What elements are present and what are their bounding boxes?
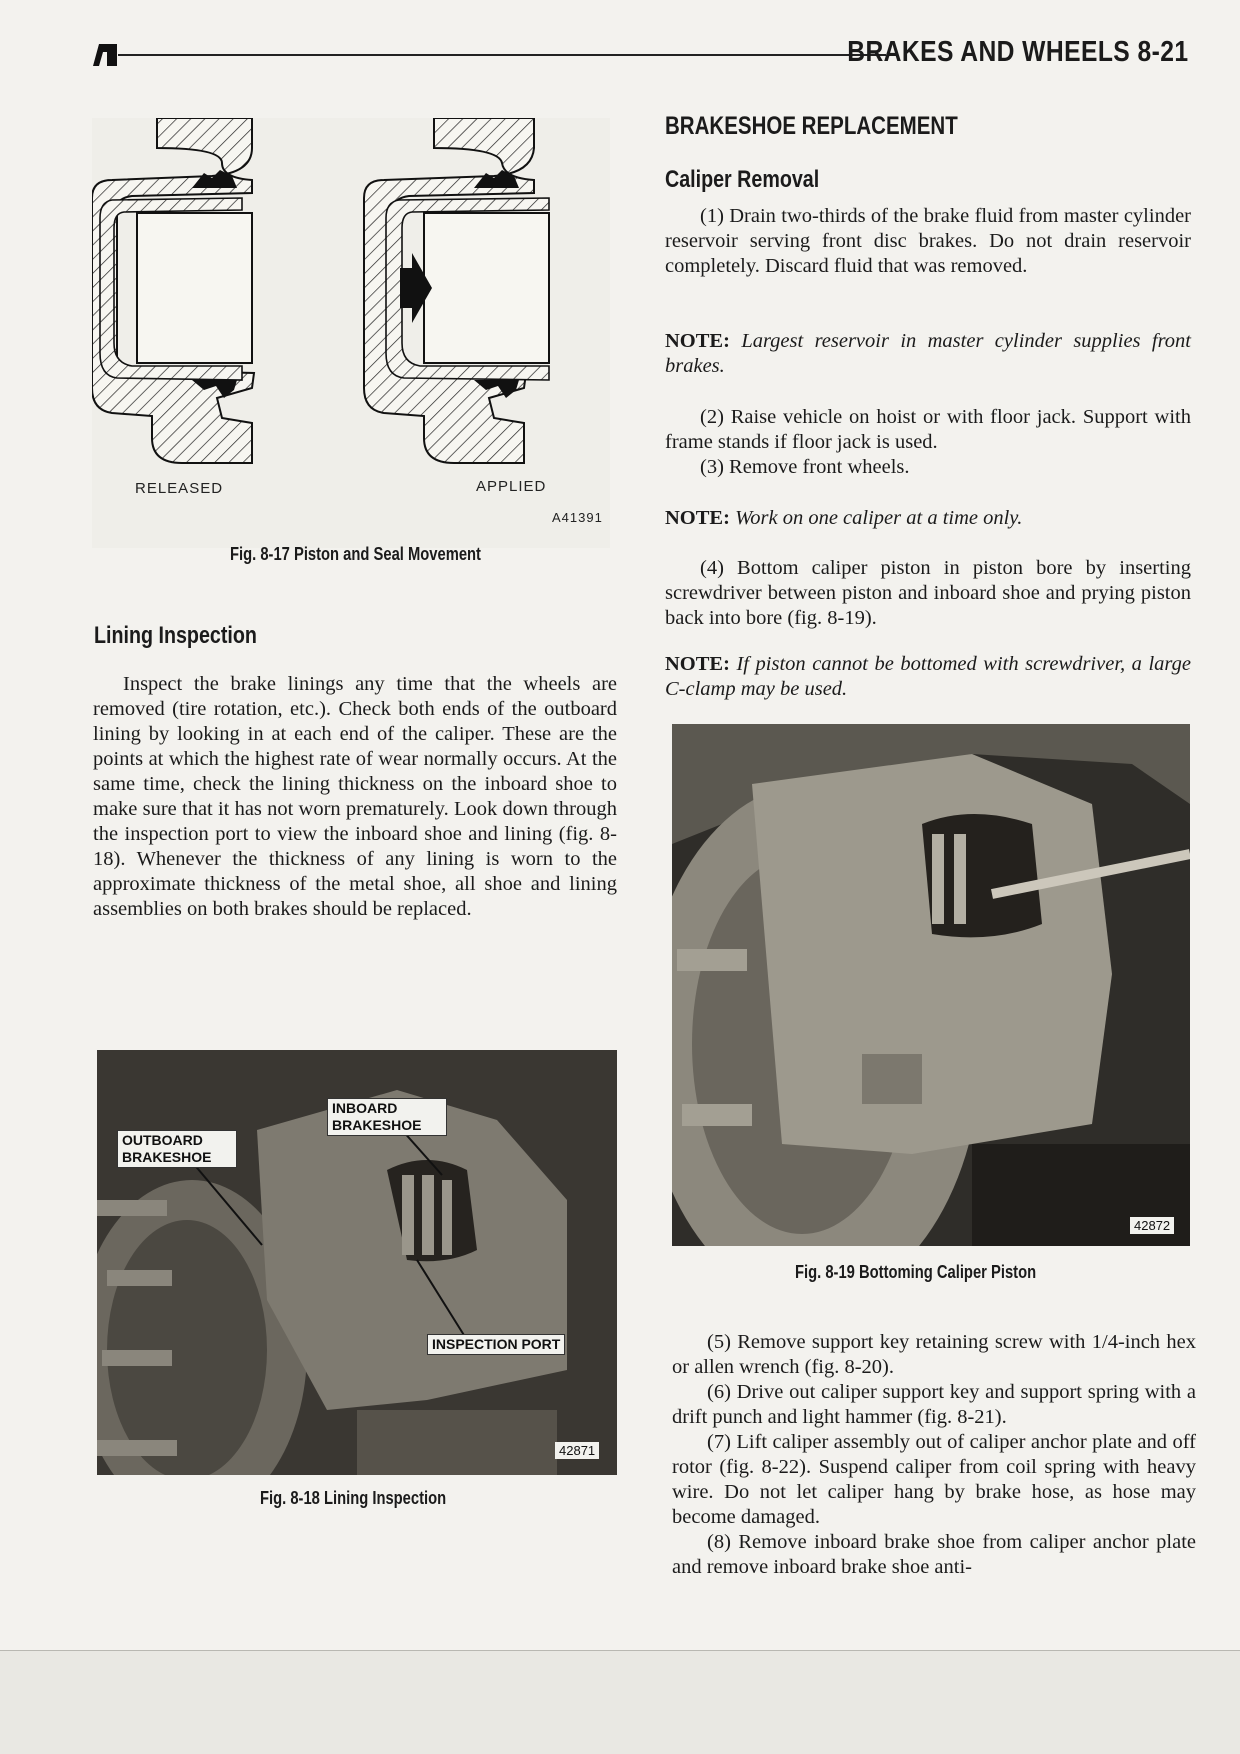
photo-code: 42871 (555, 1442, 599, 1459)
header-rule (118, 54, 886, 56)
lining-inspection-heading: Lining Inspection (94, 622, 257, 649)
fig-8-18-caption: Fig. 8-18 Lining Inspection (260, 1488, 447, 1508)
photo-code: 42872 (1130, 1217, 1174, 1234)
applied-diagram (364, 118, 549, 463)
step-1: (1) Drain two-thirds of the brake fluid from master cylinder reservoir serving front disc brakes. Do not drain reservoir completely. Discard fluid that was removed. (665, 205, 1191, 277)
scan-margin (0, 1650, 1240, 1754)
section-mark-icon (93, 44, 117, 66)
step-6: (6) Drive out caliper support key and support spring with a drift punch and light hammer (fig. 8-21). (672, 1381, 1196, 1428)
step-2: (2) Raise vehicle on hoist or with floor jack. Support with frame stands if floor jack is used. (665, 406, 1191, 453)
note-label: NOTE: (665, 330, 730, 352)
step-8: (8) Remove inboard brake shoe from caliper anchor plate and remove inboard brake shoe anti- (672, 1531, 1196, 1578)
fig-8-18-photo (97, 1050, 617, 1475)
note-text: Largest reservoir in master cylinder supplies front brakes. (665, 330, 1191, 377)
page-header-title: BRAKES AND WHEELS 8-21 (846, 36, 1188, 68)
note-text: If piston cannot be bottomed with screwdriver, a large C-clamp may be used. (665, 653, 1191, 700)
brakeshoe-replacement-heading: BRAKESHOE REPLACEMENT (665, 112, 958, 140)
piston-seal-diagram (92, 118, 610, 518)
note-3 (665, 652, 1191, 702)
released-diagram (92, 118, 254, 463)
step-7: (7) Lift caliper assembly out of caliper anchor plate and off rotor (fig. 8-22). Suspend caliper from coil spring with heavy wire. Do not let caliper hang by brake hose, as hose may become damaged. (672, 1431, 1196, 1528)
note-2 (665, 506, 1191, 531)
step-3: (3) Remove front wheels. (700, 456, 910, 478)
caliper-piston-photo-illustration (672, 724, 1190, 1246)
note-1 (665, 329, 1191, 379)
tag-inboard-brakeshoe: INBOARD BRAKESHOE (327, 1098, 447, 1136)
note-label: NOTE: (665, 507, 730, 529)
note-label: NOTE: (665, 653, 730, 675)
step-5: (5) Remove support key retaining screw with 1/4-inch hex or allen wrench (fig. 8-20). (672, 1331, 1196, 1378)
tag-outboard-brakeshoe: OUTBOARD BRAKESHOE (117, 1130, 237, 1168)
figure-code: A41391 (552, 510, 603, 525)
fig-8-17-caption: Fig. 8-17 Piston and Seal Movement (230, 544, 481, 564)
note-text: Work on one caliper at a time only. (735, 507, 1023, 529)
label-released: RELEASED (135, 480, 224, 497)
label-applied: APPLIED (476, 478, 547, 495)
step-4: (4) Bottom caliper piston in piston bore by inserting screwdriver between piston and inboard shoe and prying piston back into bore (fig. 8-19). (665, 557, 1191, 629)
fig-8-19-photo (672, 724, 1190, 1246)
lining-inspection-paragraph: Inspect the brake linings any time that the wheels are removed (tire rotation, etc.). Check both ends of the outboard lining by looking in at each end of the caliper. These are the points at which the highest rate of wear normally occurs. At the same time, check the lining thickness on the inboard shoe to make sure that it has not worn prematurely. Look down through the inspection port to view the inboard shoe and lining (fig. 8-18). Whenever the thickness of any lining is worn to the approximate thickness of the metal shoe, all shoe and lining assemblies on both brakes should be replaced. (93, 673, 617, 920)
fig-8-19-caption: Fig. 8-19 Bottoming Caliper Piston (795, 1262, 1037, 1282)
caliper-removal-heading: Caliper Removal (665, 166, 820, 193)
tag-inspection-port: INSPECTION PORT (427, 1334, 565, 1355)
